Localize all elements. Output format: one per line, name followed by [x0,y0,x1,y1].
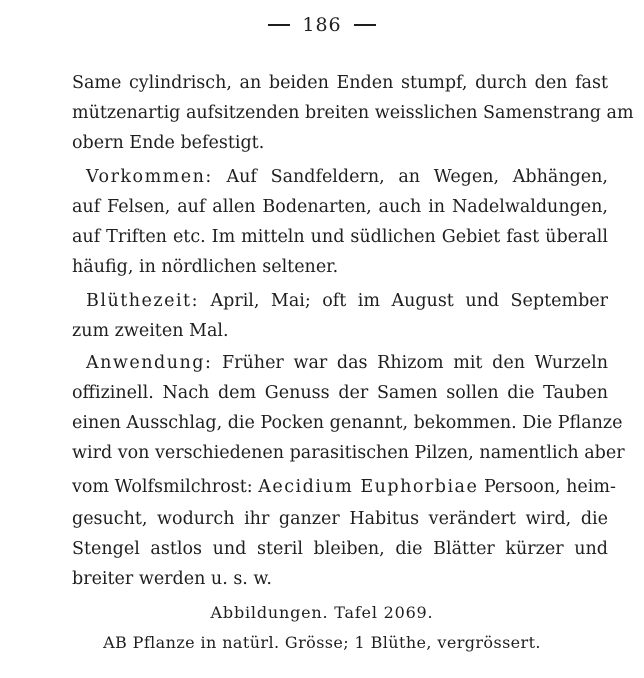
text-line: auf Triften etc. Im mitteln und südlichen Gebiet fast überall [72,227,608,247]
text-line: offizinell. Nach dem Genuss der Samen sollen die Tauben [72,383,608,403]
left-dash [268,24,290,26]
text-line: Stengel astlos und steril bleiben, die Blätter kürzer und [72,539,608,559]
text-line: gesucht, wodurch ihr ganzer Habitus verändert wird, die [72,509,608,529]
text-segment: vom Wolfsmilchrost: [72,477,253,497]
text-line: zum zweiten Mal. [72,321,229,341]
text-line [86,286,608,316]
figure-caption-text: AB Pflanze in natürl. Grösse; 1 Blüthe, vergrössert. [103,633,541,652]
text-segment: April, Mai; oft im August und September [210,291,608,311]
text-line: wird von verschiedenen parasitischen Pilzen, namentlich aber [72,443,625,463]
text-line: einen Ausschlag, die Pocken genannt, bekommen. Die Pflanze [72,413,623,433]
text-line [86,348,608,378]
text-line: Same cylindrisch, an beiden Enden stumpf, durch den fast [72,73,608,93]
author-name: Persoon, [483,477,561,497]
text-line: häufig, in nördlichen seltener. [72,257,339,277]
right-dash [354,24,376,26]
section-heading-vorkommen: Vorkommen: [86,167,213,187]
text-line: breiter werden u. s. w. [72,569,272,589]
text-segment: Früher war das Rhizom mit den Wurzeln [222,353,608,373]
text-line: obern Ende befestigt. [72,133,265,153]
text-line [86,162,608,192]
species-name: Aecidium Euphorbiae [258,477,479,497]
section-heading-bluethezeit: Blüthezeit: [86,291,199,311]
text-segment: Auf Sandfeldern, an Wegen, Abhängen, [226,167,608,187]
text-line: auf Felsen, auf allen Bodenarten, auch in Nadelwaldungen, [72,197,608,217]
text-line [72,472,616,502]
section-heading-anwendung: Anwendung: [86,353,213,373]
page-number-header [0,14,644,36]
figure-caption-title: Abbildungen. Tafel 2069. [210,603,434,622]
text-segment: heim- [566,477,616,497]
page-number: 186 [302,14,342,36]
text-line: mützenartig aufsitzenden breiten weisslichen Samenstrang am [72,103,634,123]
